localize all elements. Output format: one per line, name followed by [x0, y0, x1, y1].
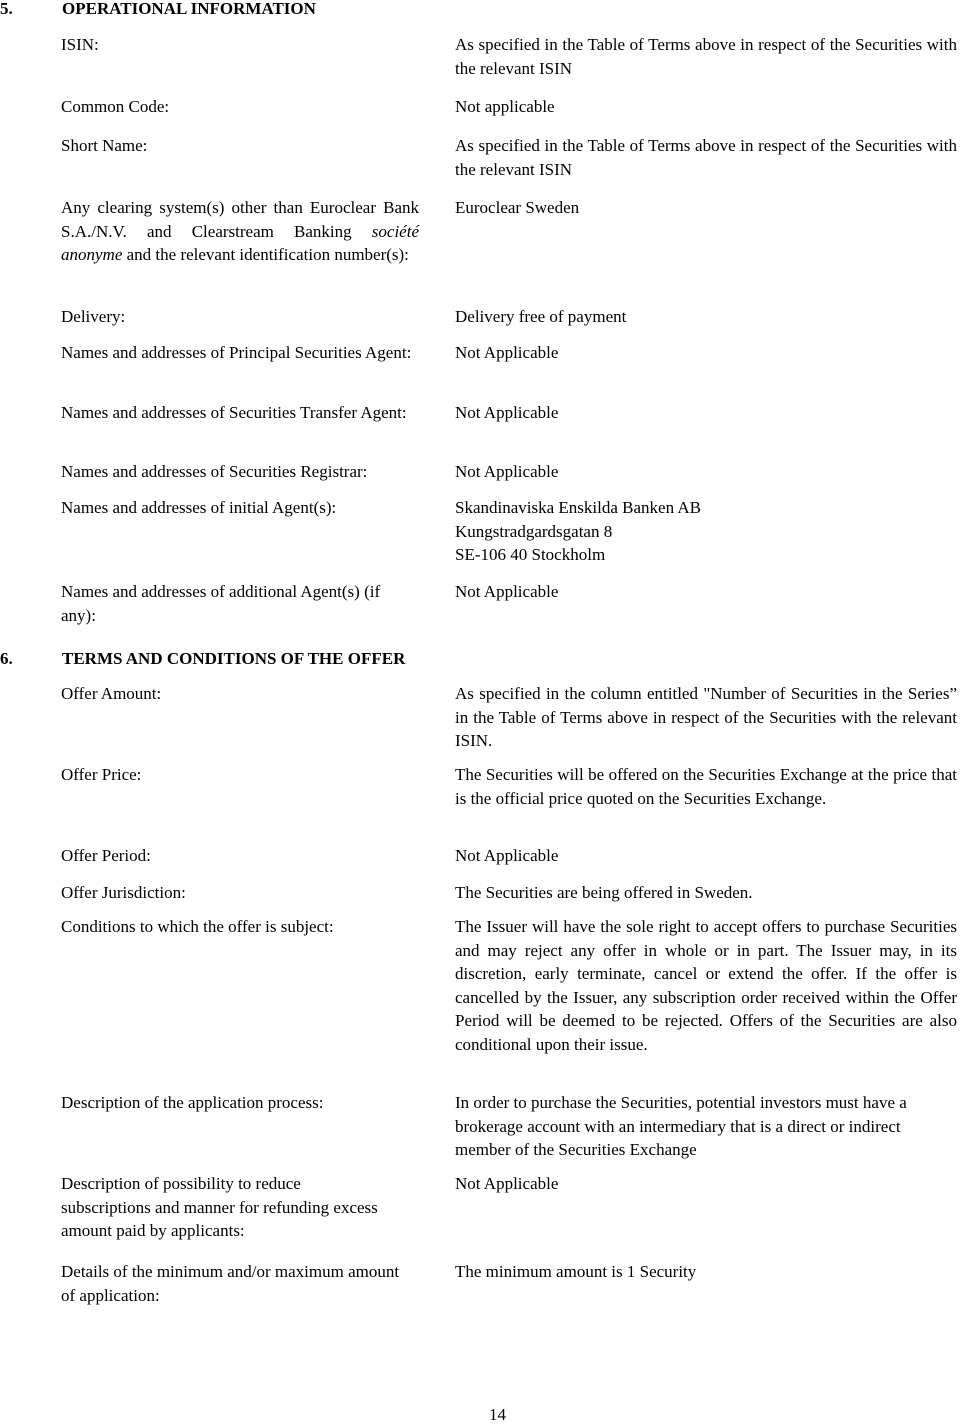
offer-price-value: The Securities will be offered on the Securities Exchange at the price that is the official price quoted on the Securities Exchange.: [455, 765, 957, 808]
offer-period-label: Offer Period:: [61, 846, 151, 865]
clearing-system-label-part-1: Any clearing system(s) other than Euroclear Bank S.A./N.V. and Clearstream Banking: [61, 198, 419, 241]
application-process-label: Description of the application process:: [61, 1093, 324, 1112]
page-number: 14: [489, 1405, 506, 1424]
short-name-value: As specified in the Table of Terms above in respect of the Securities with the relevant ISIN: [455, 136, 957, 179]
offer-conditions-value: The Issuer will have the sole right to accept offers to purchase Securities and may reject any offer in whole or in part. The Issuer may, in its discretion, early terminate, cancel or extend the offer. If the offer is cancelled by the Issuer, any subscription order received within the Offer Period will be deemed to be rejected. Offers of the Securities are also conditional upon their issue.: [455, 917, 957, 1054]
offer-amount-value: As specified in the column entitled "Number of Securities in the Series” in the Table of Terms above in respect of the Securities with the relevant ISIN.: [455, 684, 957, 750]
initial-agent-label: Names and addresses of initial Agent(s):: [61, 498, 337, 517]
principal-agent-value: Not Applicable: [455, 343, 559, 362]
application-process-value: In order to purchase the Securities, potential investors must have a brokerage account with an intermediary that is a direct or indirect member of the Securities Exchange: [455, 1093, 907, 1159]
reduce-subscriptions-label: Description of possibility to reduce subscriptions and manner for refunding excess amount paid by applicants:: [61, 1174, 378, 1240]
initial-agent-value: [455, 496, 957, 567]
clearing-system-label: [61, 196, 419, 267]
agent-city-line: SE-106 40 Stockholm: [455, 545, 606, 564]
clearing-system-label-part-3: and the relevant identification number(s):: [126, 245, 409, 264]
registrar-label: Names and addresses of Securities Registrar:: [61, 462, 368, 481]
isin-value: As specified in the Table of Terms above in respect of the Securities with the relevant ISIN: [455, 35, 957, 78]
offer-price-label: Offer Price:: [61, 765, 142, 784]
isin-label: ISIN:: [61, 35, 99, 54]
offer-conditions-label: Conditions to which the offer is subject:: [61, 917, 334, 936]
additional-agent-label: Names and addresses of additional Agent(s) (if any):: [61, 582, 381, 625]
additional-agent-value: Not Applicable: [455, 582, 559, 601]
offer-period-value: Not Applicable: [455, 846, 559, 865]
short-name-label: Short Name:: [61, 136, 148, 155]
registrar-value: Not Applicable: [455, 462, 559, 481]
section-title: OPERATIONAL INFORMATION: [62, 0, 316, 18]
common-code-label: Common Code:: [61, 97, 170, 116]
principal-agent-label: Names and addresses of Principal Securities Agent:: [61, 343, 412, 362]
transfer-agent-label: Names and addresses of Securities Transfer Agent:: [61, 403, 407, 422]
clearing-system-label-part-2: société anonyme: [61, 221, 419, 264]
common-code-value: Not applicable: [455, 97, 555, 116]
section-title: TERMS AND CONDITIONS OF THE OFFER: [62, 649, 406, 668]
offer-amount-label: Offer Amount:: [61, 684, 162, 703]
delivery-label: Delivery:: [61, 307, 126, 326]
section-number: 6.: [0, 649, 13, 668]
agent-street-line: Kungstradgardsgatan 8: [455, 521, 613, 541]
clearing-system-value: Euroclear Sweden: [455, 198, 580, 217]
offer-jurisdiction-value: The Securities are being offered in Sweden.: [455, 883, 753, 902]
reduce-subscriptions-value: Not Applicable: [455, 1174, 559, 1193]
min-max-amount-label: Details of the minimum and/or maximum amount of application:: [61, 1262, 400, 1305]
section-number: 5.: [0, 0, 13, 18]
section-6-heading: [0, 647, 405, 671]
transfer-agent-value: Not Applicable: [455, 403, 559, 422]
offer-jurisdiction-label: Offer Jurisdiction:: [61, 883, 186, 902]
delivery-value: Delivery free of payment: [455, 307, 627, 326]
min-max-amount-value: The minimum amount is 1 Security: [455, 1262, 697, 1281]
agent-name-line: Skandinaviska Enskilda Banken AB: [455, 498, 702, 517]
section-5-heading: [0, 0, 316, 21]
